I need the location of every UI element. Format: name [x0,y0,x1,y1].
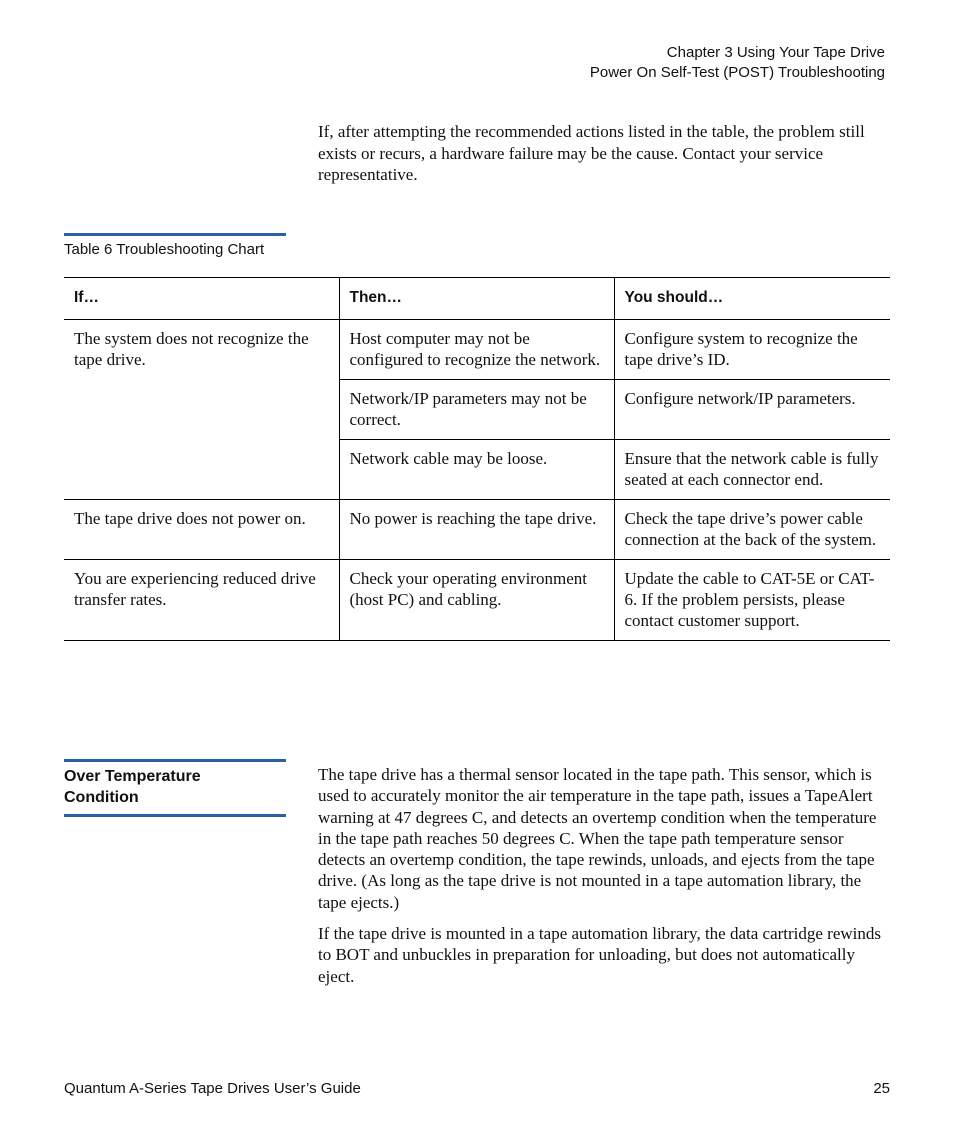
section-rule-bottom [64,814,286,817]
if-cell: The tape drive does not power on. [64,500,339,560]
if-cell: You are experiencing reduced drive transfer rates. [64,560,339,641]
table-row [64,560,890,641]
troubleshooting-table [64,277,890,641]
then-cell: Check your operating environment (host PC) and cabling. [339,560,614,641]
should-cell: Configure network/IP parameters. [614,380,890,440]
caption-rule [64,233,286,236]
column-header-you-should: You should… [614,278,890,320]
page-number: 25 [873,1080,890,1097]
table-caption-block [64,233,286,259]
should-cell: Ensure that the network cable is fully seated at each connector end. [614,440,890,500]
column-header-then: Then… [339,278,614,320]
should-cell: Update the cable to CAT-5E or CAT-6. If the problem persists, please contact customer support. [614,560,890,641]
section-title: Power On Self-Test (POST) Troubleshooting [589,64,885,81]
section-heading-line1: Over Temperature [64,768,201,785]
section-heading-block [64,759,286,817]
section-heading-line2: Condition [64,789,139,806]
footer-title: Quantum A-Series Tape Drives User’s Guide [64,1080,361,1097]
then-cell: Network/IP parameters may not be correct. [339,380,614,440]
column-header-if: If… [64,278,339,320]
running-header [590,43,885,83]
body-paragraph: If the tape drive is mounted in a tape automation library, the data cartridge rewinds to BOT and unbuckles in preparation for unloading, but does not automatically eject. [318,924,882,986]
table-row [64,320,890,380]
should-cell: Check the tape drive’s power cable connection at the back of the system. [614,500,890,560]
section-rule-top [64,759,286,762]
section-heading [64,766,286,808]
table-caption: Table 6 Troubleshooting Chart [64,241,265,258]
section-body [318,764,893,997]
table-row [64,500,890,560]
table-header-row [64,278,890,320]
chapter-title: Chapter 3 Using Your Tape Drive [666,44,885,61]
then-cell: Host computer may not be configured to recognize the network. [339,320,614,380]
if-cell: The system does not recognize the tape drive. [64,320,339,500]
then-cell: No power is reaching the tape drive. [339,500,614,560]
intro-paragraph: If, after attempting the recommended actions listed in the table, the problem still exists or recurs, a hardware failure may be the cause. Contact your service representative. [318,122,865,184]
body-paragraph: The tape drive has a thermal sensor located in the tape path. This sensor, which is used to accurately monitor the air temperature in the tape path, issues a TapeAlert warning at 47 degrees C, and detects an overtemp condition when the temperature in the tape path reaches 50 degrees C. When the tape path temperature sensor detects an overtemp condition, the tape rewinds, unloads, and ejects from the tape drive. (As long as the tape drive is not mounted in a tape automation library, the tape ejects.) [318,765,877,912]
should-cell: Configure system to recognize the tape drive’s ID. [614,320,890,380]
then-cell: Network cable may be loose. [339,440,614,500]
